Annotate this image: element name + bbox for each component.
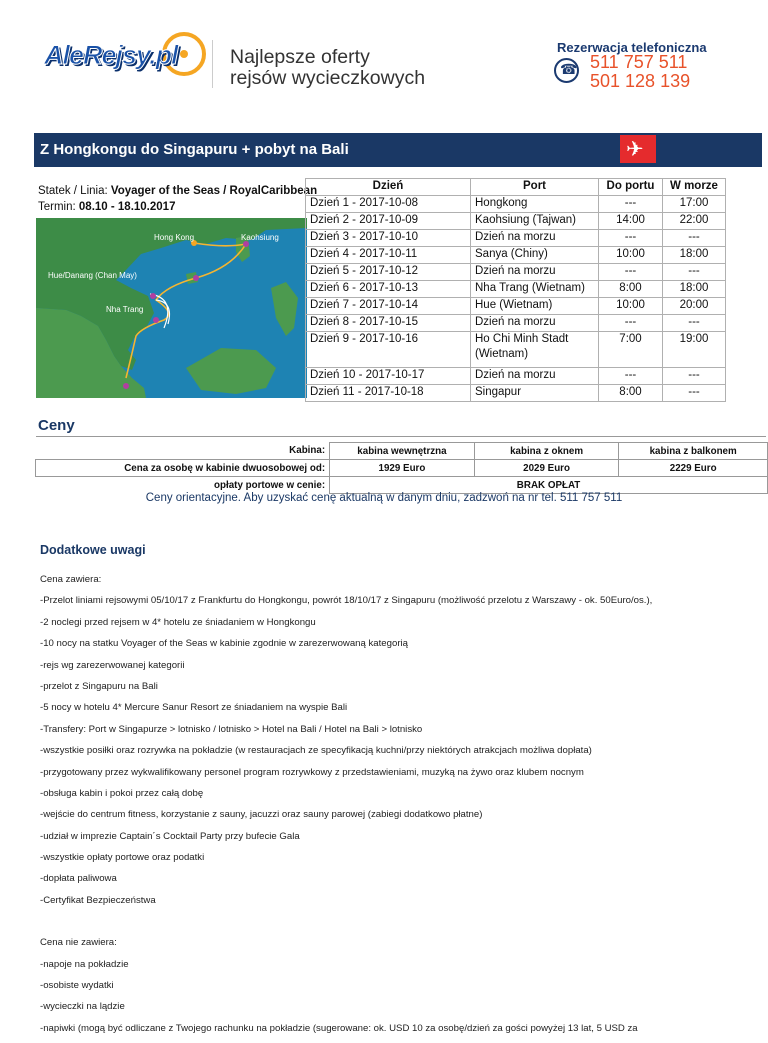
- itinerary-port: Sanya (Chiny): [471, 247, 599, 264]
- term-line: [38, 199, 317, 215]
- itinerary-port: Dzień na morzu: [471, 368, 599, 385]
- itinerary-port: Hongkong: [471, 196, 599, 213]
- route-map: [36, 218, 307, 398]
- tagline: [230, 47, 425, 89]
- ship-info: [38, 183, 317, 215]
- itinerary-row: [306, 230, 726, 247]
- itinerary-day: Dzień 6 - 2017-10-13: [306, 281, 471, 298]
- map-label-kaohsiung: Kaohsiung: [241, 233, 279, 242]
- prices-note: Ceny orientacyjne. Aby uzyskać cenę aktualną w danym dniu, zadzwoń na nr tel. 511 757 511: [145, 492, 623, 504]
- itinerary-departure: 18:00: [663, 247, 726, 264]
- port-fee-value: BRAK OPŁAT: [330, 477, 768, 494]
- included-item: -dopłata paliwowa: [40, 873, 117, 885]
- cabin-label: Kabina:: [36, 443, 330, 460]
- price-inside: 1929 Euro: [330, 460, 475, 477]
- itinerary-port: Dzień na morzu: [471, 230, 599, 247]
- term-label: Termin:: [38, 201, 76, 213]
- included-item: -obsługa kabin i pokoi przez całą dobę: [40, 787, 204, 799]
- phone-title: Rezerwacja telefoniczna: [557, 40, 707, 55]
- itinerary-port: Kaohsiung (Tajwan): [471, 213, 599, 230]
- phone-numbers[interactable]: [590, 53, 690, 91]
- itinerary-day: Dzień 3 - 2017-10-10: [306, 230, 471, 247]
- excluded-item: -osobiste wydatki: [40, 980, 114, 992]
- excluded-list: [40, 958, 760, 1043]
- itinerary-day: Dzień 1 - 2017-10-08: [306, 196, 471, 213]
- itinerary-port: Dzień na morzu: [471, 315, 599, 332]
- itinerary-arrival: 14:00: [599, 213, 663, 230]
- itinerary-arrival: ---: [599, 196, 663, 213]
- itinerary-departure: 22:00: [663, 213, 726, 230]
- itinerary-day: Dzień 2 - 2017-10-09: [306, 213, 471, 230]
- included-item: -wejście do centrum fitness, korzystanie z sauny, jacuzzi oraz sauny parowej (zabiegi dodatkowo płatne): [40, 809, 483, 821]
- itinerary-arrival: 8:00: [599, 281, 663, 298]
- itinerary-departure: ---: [663, 315, 726, 332]
- included-item: -Certyfikat Bezpieczeństwa: [40, 894, 156, 906]
- price-balcony: 2229 Euro: [619, 460, 768, 477]
- price-label: Cena za osobę w kabinie dwuosobowej od:: [36, 460, 330, 477]
- price-window: 2029 Euro: [474, 460, 619, 477]
- ship-label: Statek / Linia:: [38, 185, 108, 197]
- itinerary-arrival: ---: [599, 315, 663, 332]
- header-divider: [212, 40, 213, 88]
- notes-title: Dodatkowe uwagi: [40, 543, 146, 557]
- prices-divider: [36, 436, 766, 437]
- itinerary-departure: 20:00: [663, 298, 726, 315]
- itinerary-arrival: ---: [599, 264, 663, 281]
- tagline-line2: rejsów wycieczkowych: [230, 67, 426, 89]
- included-item: -przygotowany przez wykwalifikowany personel program rozrywkowy z przedstawieniami, muzyką na żywo oraz klubem nocnym: [40, 766, 584, 778]
- excluded-title: Cena nie zawiera:: [40, 937, 117, 949]
- itinerary-arrival: 7:00: [599, 332, 663, 368]
- phone-number-2[interactable]: 501 128 139: [590, 71, 691, 91]
- included-title: Cena zawiera:: [40, 574, 102, 585]
- itinerary-row: [306, 213, 726, 230]
- header-day: Dzień: [306, 179, 471, 196]
- airplane-icon: ✈: [626, 138, 644, 161]
- phone-icon: [554, 58, 579, 83]
- itinerary-day: Dzień 9 - 2017-10-16: [306, 332, 471, 368]
- included-item: -2 noclegi przed rejsem w 4* hotelu ze śniadaniem w Hongkongu: [40, 616, 316, 628]
- map-label-hong-kong: Hong Kong: [154, 233, 195, 242]
- logo[interactable]: [44, 30, 204, 96]
- logo-text: AleRejsy.pl: [44, 40, 178, 70]
- itinerary-departure: 17:00: [663, 196, 726, 213]
- cabin-row: [36, 443, 768, 460]
- itinerary-departure: 19:00: [663, 332, 726, 368]
- itinerary-row: [306, 196, 726, 213]
- itinerary-arrival: 10:00: [599, 298, 663, 315]
- ship-value: Voyager of the Seas / RoyalCaribbean: [110, 185, 318, 197]
- included-list: [40, 594, 760, 915]
- itinerary-departure: ---: [663, 385, 726, 402]
- itinerary-day: Dzień 7 - 2017-10-14: [306, 298, 471, 315]
- itinerary-departure: ---: [663, 264, 726, 281]
- itinerary-row: [306, 247, 726, 264]
- price-row: [36, 460, 768, 477]
- included-item: -5 nocy w hotelu 4* Mercure Sanur Resort ze śniadaniem na wyspie Bali: [40, 702, 348, 714]
- itinerary-departure: 18:00: [663, 281, 726, 298]
- itinerary-row: [306, 368, 726, 385]
- prices-title: Ceny: [38, 417, 75, 434]
- ship-line: [38, 183, 317, 199]
- route-map-graphic: [36, 218, 307, 398]
- header-port: Port: [471, 179, 599, 196]
- itinerary-row: [306, 281, 726, 298]
- notes-list: [40, 573, 760, 1043]
- excluded-item: -wycieczki na lądzie: [40, 1001, 125, 1013]
- notes-spacer: [40, 915, 760, 936]
- included-item: -wszystkie opłaty portowe oraz podatki: [40, 852, 205, 864]
- itinerary-day: Dzień 8 - 2017-10-15: [306, 315, 471, 332]
- itinerary-port: Nha Trang (Wietnam): [471, 281, 599, 298]
- header-departure: W morze: [663, 179, 726, 196]
- flight-badge: [620, 135, 656, 163]
- itinerary-arrival: ---: [599, 230, 663, 247]
- header-arrival: Do portu: [599, 179, 663, 196]
- itinerary-arrival: 10:00: [599, 247, 663, 264]
- itinerary-body: [306, 196, 726, 402]
- itinerary-port: Hue (Wietnam): [471, 298, 599, 315]
- map-label-nha-trang: Nha Trang: [106, 305, 144, 314]
- itinerary-row: [306, 385, 726, 402]
- port-fee-row: [36, 477, 768, 494]
- itinerary-day: Dzień 4 - 2017-10-11: [306, 247, 471, 264]
- itinerary-port: Dzień na morzu: [471, 264, 599, 281]
- page-title: Z Hongkongu do Singapuru + pobyt na Bali: [40, 141, 349, 158]
- itinerary-row: [306, 332, 726, 368]
- itinerary-row: [306, 315, 726, 332]
- itinerary-port: Ho Chi Minh Stadt (Wietnam): [471, 332, 599, 368]
- map-label-hue-danang: Hue/Danang (Chan May): [48, 271, 137, 280]
- cabin-type-window: kabina z oknem: [474, 443, 619, 460]
- term-value: 08.10 - 18.10.2017: [78, 201, 176, 213]
- included-item: -przelot z Singapuru na Bali: [40, 680, 158, 692]
- itinerary-port: Singapur: [471, 385, 599, 402]
- phone-number-1[interactable]: 511 757 511: [590, 52, 688, 72]
- itinerary-row: [306, 298, 726, 315]
- included-item: -Przelot liniami rejsowymi 05/10/17 z Frankfurtu do Hongkongu, powrót 18/10/17 z Singapuru (możliwość przelotu z Warszawy - ok. 50Euro/os.),: [40, 595, 653, 607]
- itinerary-departure: ---: [663, 230, 726, 247]
- itinerary-day: Dzień 5 - 2017-10-12: [306, 264, 471, 281]
- itinerary-header-row: [306, 179, 726, 196]
- itinerary-day: Dzień 11 - 2017-10-18: [306, 385, 471, 402]
- tagline-line1: Najlepsze oferty: [230, 46, 370, 68]
- itinerary-arrival: 8:00: [599, 385, 663, 402]
- itinerary-day: Dzień 10 - 2017-10-17: [306, 368, 471, 385]
- included-item: -wszystkie posiłki oraz rozrywka na pokładzie (w restauracjach ze specyfikacją kuchni/przy niektórych atrakcjach możliwa dopłata): [40, 745, 592, 757]
- cabin-type-inside: kabina wewnętrzna: [330, 443, 475, 460]
- included-item: -Transfery: Port w Singapurze > lotnisko / lotnisko > Hotel na Bali / Hotel na Bali > lotnisko: [40, 723, 423, 735]
- included-item: -10 nocy na statku Voyager of the Seas w kabinie zgodnie w zarezerwowaną kategorią: [40, 638, 408, 650]
- itinerary-row: [306, 264, 726, 281]
- included-item: -udział w imprezie Captain´s Cocktail Party przy bufecie Gala: [40, 830, 300, 842]
- included-item: -rejs wg zarezerwowanej kategorii: [40, 659, 185, 671]
- itinerary-departure: ---: [663, 368, 726, 385]
- itinerary-arrival: ---: [599, 368, 663, 385]
- excluded-item: -napoje na pokładzie: [40, 958, 129, 970]
- port-fee-label: opłaty portowe w cenie:: [214, 479, 326, 491]
- itinerary-table: [305, 178, 726, 402]
- cabin-type-balcony: kabina z balkonem: [619, 443, 768, 460]
- prices-table: [35, 442, 768, 494]
- excluded-item: -napiwki (mogą być odliczane z Twojego rachunku na pokładzie (sugerowane: ok. USD 10 za osobę/dzień za gości powyżej 13 lat, 5 USD za: [40, 1022, 638, 1034]
